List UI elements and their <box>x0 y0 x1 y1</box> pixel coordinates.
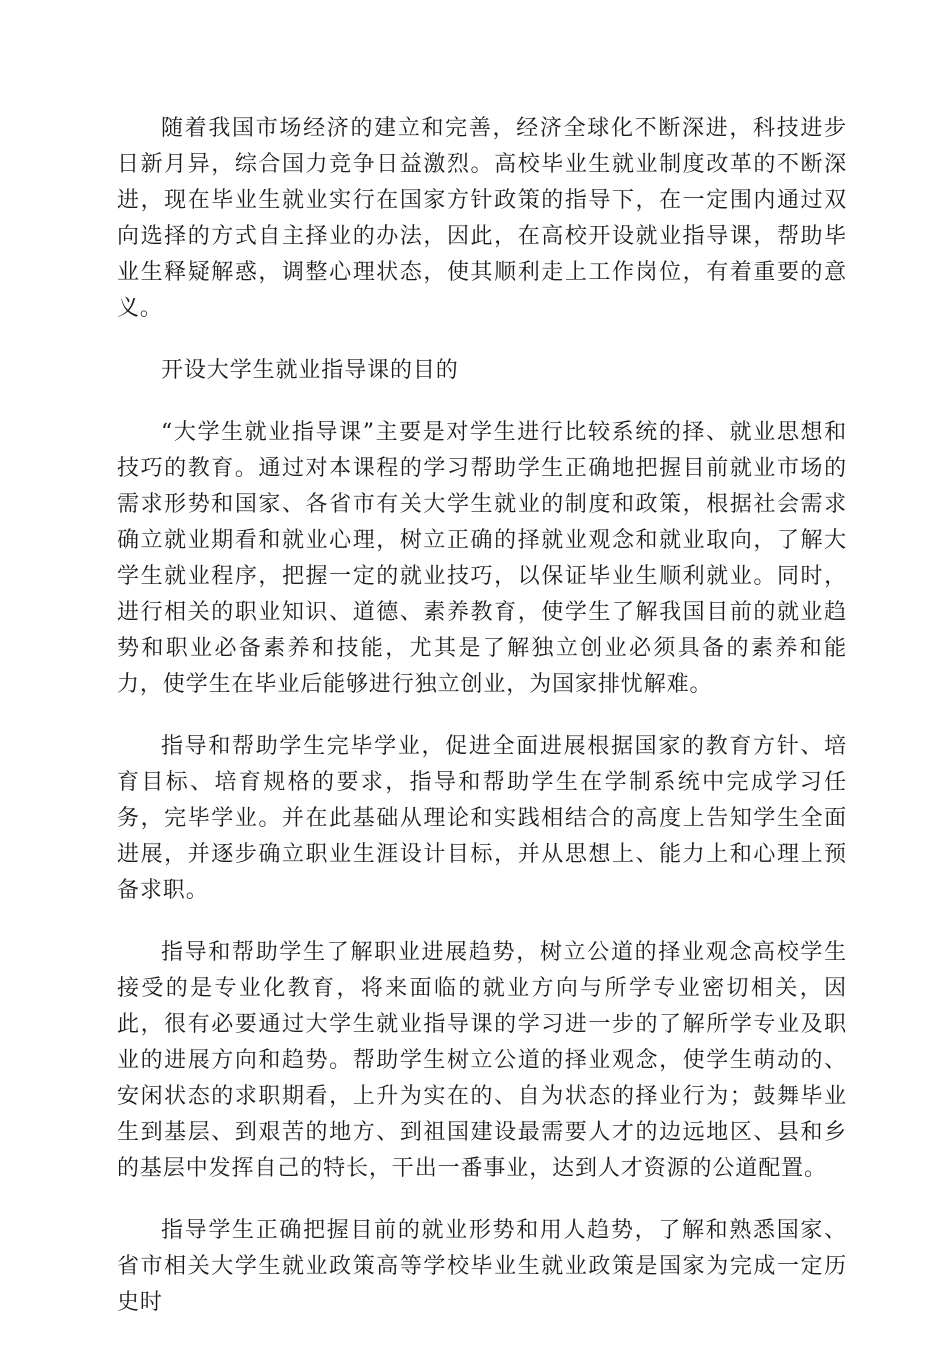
paragraph-career-trends: 指导和帮助学生了解职业进展趋势，树立公道的择业观念高校学生接受的是专业化教育，将来面临的就业方向与所学专业密切相关，因此，很有必要通过大学生就业指导课的学习进一步的了解所学专业及职业的进展方向和趋势。帮助学生树立公道的择业观念，使学生萌动的、安闲状态的求职期看，上升为实在的、自为状态的择业行为；鼓舞毕业生到基层、到艰苦的地方、到祖国建设最需要人才的边远地区、县和乡的基层中发挥自己的特长，干出一番事业，达到人才资源的公道配置。 <box>117 940 847 1181</box>
paragraph-course-purpose: “大学生就业指导课”主要是对学生进行比较系统的择、就业思想和技巧的教育。通过对本课程的学习帮助学生正确地把握目前就业市场的需求形势和国家、各省市有关大学生就业的制度和政策，根据社会需求确立就业期看和就业心理，树立正确的择就业观念和就业取向，了解大学生就业程序，把握一定的就业技巧，以保证毕业生顺利就业。同时，进行相关的职业知识、道德、素养教育，使学生了解我国目前的就业趋势和职业必备素养和技能，尤其是了解独立创业必须具备的素养和能力，使学生在毕业后能够进行独立创业，为国家排忧解难。 <box>117 420 847 697</box>
paragraph-employment-policy: 指导学生正确把握目前的就业形势和用人趋势，了解和熟悉国家、省市相关大学生就业政策高等学校毕业生就业政策是国家为完成一定历史时 <box>117 1218 847 1315</box>
paragraph-complete-studies: 指导和帮助学生完毕学业，促进全面进展根据国家的教育方针、培育目标、培育规格的要求，指导和帮助学生在学制系统中完成学习任务，完毕学业。并在此基础从理论和实践相结合的高度上告知学生全面进展，并逐步确立职业生涯设计目标，并从思想上、能力上和心理上预备求职。 <box>117 734 847 903</box>
section-heading: 开设大学生就业指导课的目的 <box>161 358 459 383</box>
document-body <box>117 111 847 1347</box>
paragraph-intro: 随着我国市场经济的建立和完善，经济全球化不断深进，科技进步日新月异，综合国力竞争日益激烈。高校毕业生就业制度改革的不断深进，现在毕业生就业实行在国家方针政策的指导下，在一定围内通过双向选择的方式自主择业的办法，因此，在高校开设就业指导课，帮助毕业生释疑解惑，调整心理状态，使其顺利走上工作岗位，有着重要的意义。 <box>117 116 847 321</box>
